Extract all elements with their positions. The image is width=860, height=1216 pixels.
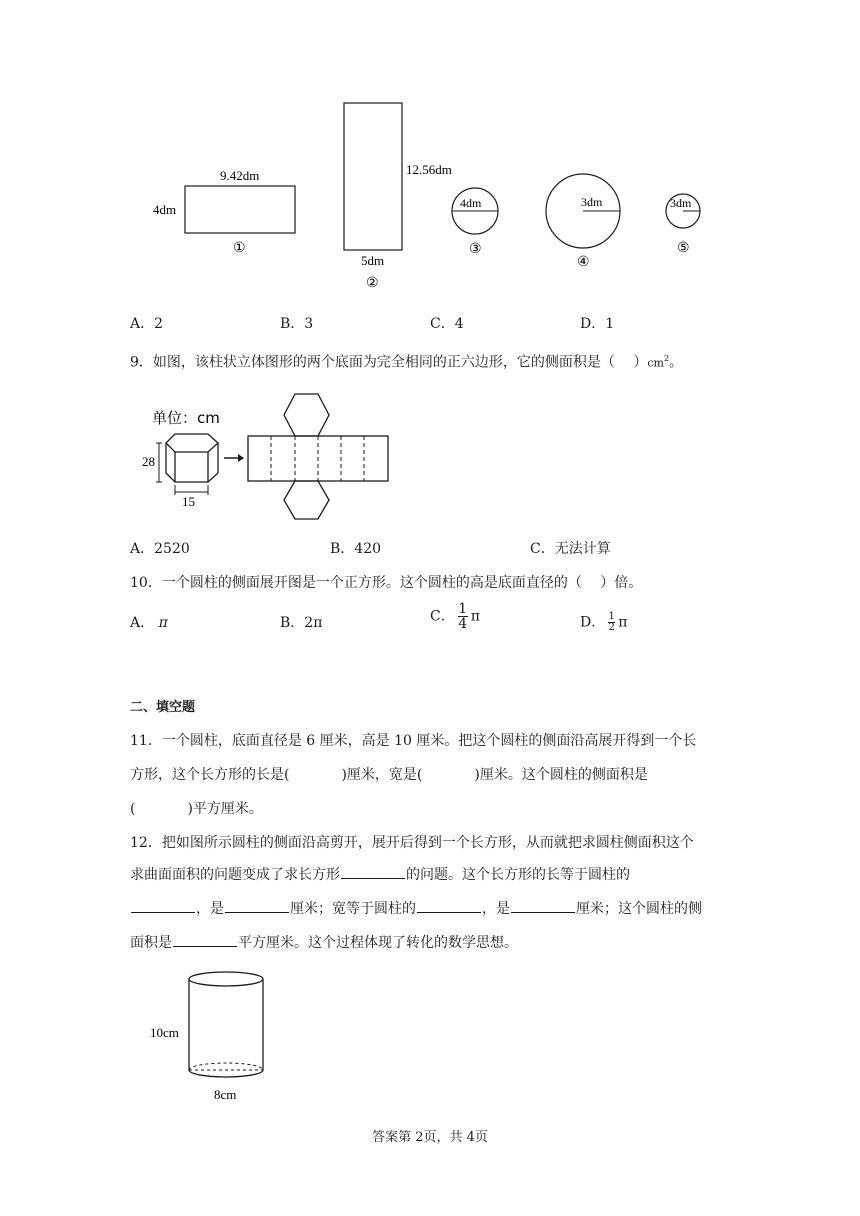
q9-figure-unit: 单位：cm xyxy=(152,409,220,427)
q12-blank-6[interactable] xyxy=(173,932,237,947)
q11-line-2: 方形，这个长方形的长是( )厘米，宽是( )厘米。这个圆柱的侧面积是 xyxy=(130,767,648,783)
q9-figure-net-hex-top xyxy=(284,394,329,436)
q12-blank-4[interactable] xyxy=(417,898,481,913)
q9-figure-height: 28 xyxy=(142,454,155,469)
q8-option-c[interactable]: C．4 xyxy=(430,316,464,332)
q8-figure-circle-3-label: 4dm xyxy=(460,196,482,210)
q12-line-3: ，是 厘米；宽等于圆柱的 ，是 厘米；这个圆柱的侧 xyxy=(130,898,702,920)
q8-figure-num-2: ② xyxy=(366,276,379,291)
q12-cylinder-figure xyxy=(140,965,300,1105)
q12-line-1: 12．把如图所示圆柱的侧面沿高剪开，展开后得到一个长方形，从而就把求圆柱侧面积这个 xyxy=(130,835,694,851)
q8-figure-rect-1-top: 9.42dm xyxy=(220,168,260,183)
q8-figure-num-5: ⑤ xyxy=(677,241,690,256)
q8-figure-circle-5-label: 3dm xyxy=(670,196,692,210)
q9-figure xyxy=(140,385,410,525)
q10-option-b[interactable]: B．2π xyxy=(280,615,323,631)
q8-figure-rect-2-bottom: 5dm xyxy=(361,253,385,268)
q8-figure-num-1: ① xyxy=(233,241,246,256)
q8-figure-rect-2-side: 12.56dm xyxy=(406,162,452,177)
section-title: 二、填空题 xyxy=(130,700,196,715)
q12-cylinder-diameter-label: 8cm xyxy=(214,1087,237,1102)
q10-option-d[interactable]: D． $\frac{1}{2}$ π xyxy=(580,611,628,633)
q12-cylinder-height: 10cm xyxy=(150,1025,179,1040)
q9-figure-net-hex-bottom xyxy=(284,481,329,519)
q12-cylinder-top xyxy=(189,972,263,986)
q8-option-d[interactable]: D．1 xyxy=(580,316,615,332)
q8-figure-rect-2 xyxy=(344,103,402,250)
q12-line-4: 面积是 平方厘米。这个过程体现了转化的数学思想。 xyxy=(130,932,518,954)
q9-option-c[interactable]: C．无法计算 xyxy=(530,541,611,557)
q8-option-a[interactable]: A．2 xyxy=(130,316,164,332)
q9-figure-prism-top xyxy=(166,434,218,452)
q10-question: 10．一个圆柱的侧面展开图是一个正方形。这个圆柱的高是底面直径的（ ）倍。 xyxy=(130,575,643,591)
q12-blank-1[interactable] xyxy=(341,864,405,879)
q9-question: 9．如图，该柱状立体图形的两个底面为完全相同的正六边形，它的侧面积是（ ）$cm^2$。 xyxy=(130,354,684,371)
q12-blank-5[interactable] xyxy=(511,898,575,913)
q10-option-c[interactable]: C． $\frac{1}{4}$ π xyxy=(430,601,480,632)
q9-figure-width: 15 xyxy=(182,494,195,509)
q8-figure-rect-1 xyxy=(185,186,295,233)
q10-option-a[interactable]: A． π xyxy=(130,615,168,631)
q8-figure-num-3: ③ xyxy=(469,242,482,257)
page-footer: 答案第 2页，共 4页 xyxy=(372,1130,488,1145)
q12-blank-2[interactable] xyxy=(131,898,195,913)
q11-line-1: 11．一个圆柱，底面直径是 6 厘米，高是 10 厘米。把这个圆柱的侧面沿高展开得到一个长 xyxy=(130,733,697,749)
q9-option-a[interactable]: A．2520 xyxy=(130,541,190,557)
q11-line-3: ( )平方厘米。 xyxy=(130,801,263,817)
q8-option-b[interactable]: B．3 xyxy=(280,316,314,332)
q8-figure-num-4: ④ xyxy=(577,255,590,270)
q12-blank-3[interactable] xyxy=(225,898,289,913)
q12-line-2: 求曲面面积的问题变成了求长方形 的问题。这个长方形的长等于圆柱的 xyxy=(130,864,630,886)
q9-option-b[interactable]: B．420 xyxy=(330,541,382,557)
q8-figure-rect-1-side: 4dm xyxy=(153,202,177,217)
q8-figure-circle-4-label: 3dm xyxy=(581,195,603,209)
q8-figure xyxy=(140,96,720,296)
